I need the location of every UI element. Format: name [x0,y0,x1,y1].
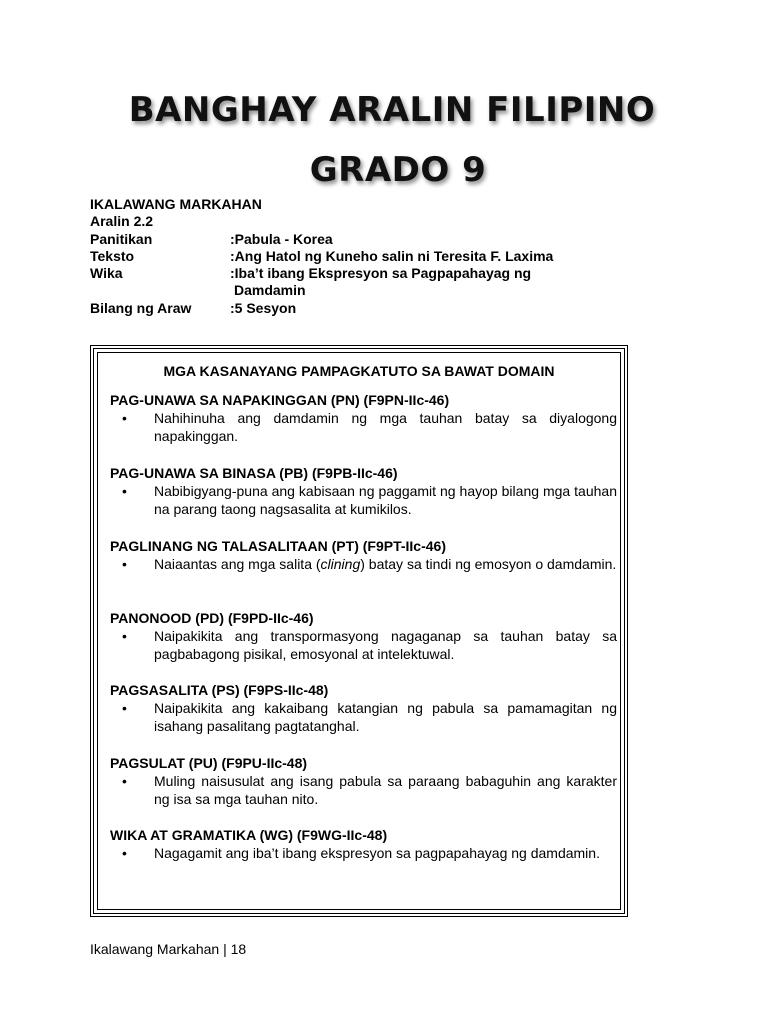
section-pt [110,537,617,573]
section-heading: PAGSULAT (PU) (F9PU-IIc-48) [110,755,308,771]
lesson-line [90,213,690,230]
item-text: Muling naisusulat ang isang pabula sa paraang babaguhin ang karakter ng isa sa mga tauhan nito. [154,773,617,807]
meta-value: :5 Sesyon [230,299,297,316]
section-ps [110,681,617,735]
bullet-icon: • [122,700,127,716]
page-footer: Ikalawang Markahan | 18 [90,941,247,957]
bullet-icon: • [122,483,127,499]
competencies-box-inner [97,352,621,910]
item-text: Nagagamit ang iba’t ibang ekspresyon sa pagpapahayag ng damdamin. [154,845,600,861]
item-text-emphasis: clining [320,556,361,572]
meta-row-teksto [90,248,690,265]
lesson-text: Aralin 2.2 [90,213,154,230]
meta-value: :Iba’t ibang Ekspresyon sa Pagpapahayag ng [230,265,532,282]
meta-label: Teksto [90,247,135,264]
meta-label: Panitikan [90,230,153,247]
section-heading: PAG-UNAWA SA NAPAKINGGAN (PN) (F9PN-IIc-46) [110,392,450,408]
section-heading: PAGSASALITA (PS) (F9PS-IIc-48) [110,682,329,698]
section-wg [110,826,617,862]
meta-value: :Ang Hatol ng Kuneho salin ni Teresita F. Laxima [230,247,554,264]
section-pb [110,464,617,518]
quarter-text: IKALAWANG MARKAHAN [90,196,262,212]
lesson-meta [90,196,690,317]
list-item [110,844,617,862]
section-pu [110,754,617,808]
meta-row-wika-cont [90,282,690,299]
section-pn [110,391,617,445]
item-text-pre: Naiaantas ang mga salita ( [154,556,321,572]
section-heading: PANONOOD (PD) (F9PD-IIc-46) [110,610,314,626]
list-item [110,482,617,518]
bullet-icon: • [122,845,127,861]
item-text: Nabibigyang-puna ang kabisaan ng paggamit ng hayop bilang mga tauhan na parang taong nagsasalita at kumikilos. [154,483,617,517]
quarter-line [90,196,690,213]
section-heading: PAG-UNAWA SA BINASA (PB) (F9PB-IIc-46) [110,465,398,481]
item-text: Naipakikita ang kakaibang katangian ng pabula sa pamamagitan ng isahang pasalitang pagtatanghal. [154,700,617,734]
item-text [144,555,617,573]
item-text: Naipakikita ang transpormasyong nagaganap sa tauhan batay sa pagbabagong pisikal, emosyonal at intelektuwal. [154,628,617,662]
meta-label: Wika [90,265,123,282]
box-title: MGA KASANAYANG PAMPAGKATUTO SA BAWAT DOMAIN [163,363,555,379]
list-item [110,699,617,735]
bullet-icon: • [122,628,127,644]
meta-value-continued: Damdamin [234,282,306,299]
item-text-post: ) batay sa tindi ng emosyon o damdamin. [360,556,617,572]
section-heading: PAGLINANG NG TALASALITAAN (PT) (F9PT-IIc-46) [110,538,446,554]
page-title: BANGHAY ARALIN FILIPINO [128,90,656,130]
bullet-icon: • [122,556,127,572]
meta-row-wika [90,265,690,282]
bullet-icon: • [122,410,127,426]
item-text: Nahihinuha ang damdamin ng mga tauhan batay sa diyalogong napakinggan. [154,410,617,444]
page-subtitle: GRADO 9 [309,150,487,190]
list-item [110,555,617,573]
meta-label: Bilang ng Araw [90,299,192,316]
bullet-icon: • [122,773,127,789]
meta-row-panitikan [90,231,690,248]
meta-row-bilang [90,300,690,317]
competencies-box [90,345,628,917]
section-heading: WIKA AT GRAMATIKA (WG) (F9WG-IIc-48) [110,827,388,843]
meta-value: :Pabula - Korea [230,230,333,247]
list-item [110,627,617,663]
list-item [110,772,617,808]
list-item [110,409,617,445]
section-pd [110,609,617,663]
